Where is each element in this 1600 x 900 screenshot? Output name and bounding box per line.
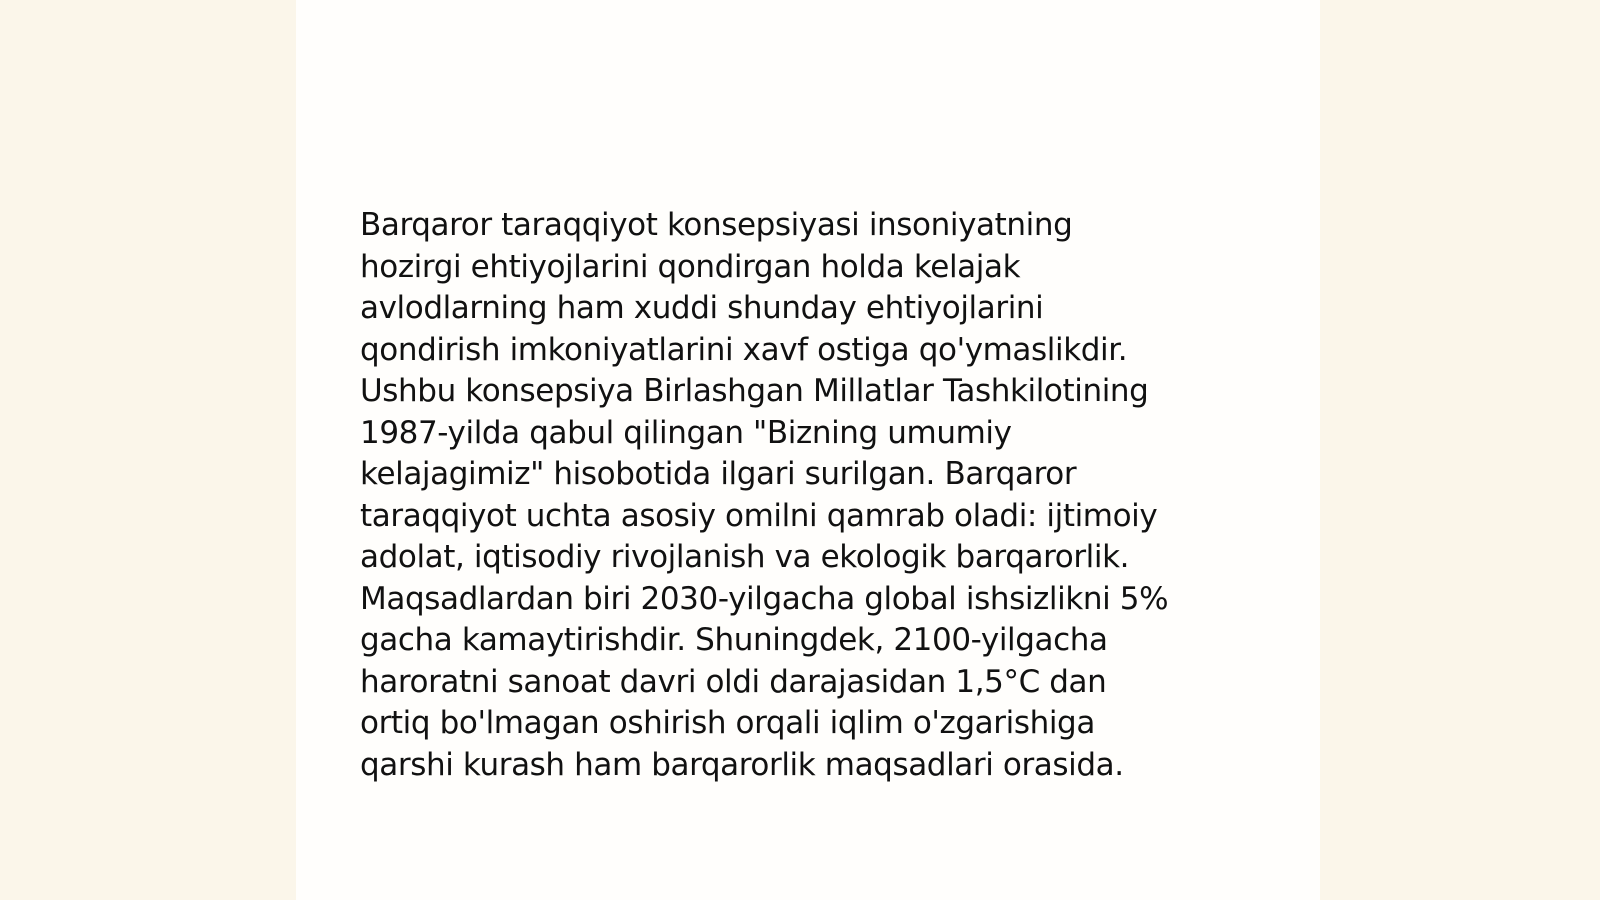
text-line: 1987-yilda qabul qilingan "Bizning umumiy [360,414,1012,451]
document-page [296,0,1320,900]
text-line: gacha kamaytirishdir. Shuningdek, 2100-yilgacha [360,622,1108,658]
body-paragraph [360,205,1260,786]
text-line: qarshi kurash ham barqarorlik maqsadlari orasida. [360,746,1124,783]
text-line: adolat, iqtisodiy rivojlanish va ekologik barqarorlik. [360,539,1130,575]
text-line: haroratni sanoat davri oldi darajasidan 1,5°C dan [360,663,1107,700]
text-line: avlodlarning ham xuddi shunday ehtiyojlarini [360,290,1044,326]
text-line: hozirgi ehtiyojlarini qondirgan holda kelajak [360,248,1021,285]
text-line: ortiq bo'lmagan oshirish orqali iqlim o'zgarishiga [360,705,1095,741]
text-line: kelajagimiz" hisobotida ilgari surilgan. Barqaror [360,456,1077,492]
text-line: Barqaror taraqqiyot konsepsiyasi insoniyatning [360,207,1073,243]
text-line: taraqqiyot uchta asosiy omilni qamrab oladi: ijtimoiy [360,497,1158,534]
text-line: qondirish imkoniyatlarini xavf ostiga qo'ymaslikdir. [360,331,1128,368]
text-line: Ushbu konsepsiya Birlashgan Millatlar Tashkilotining [360,373,1149,409]
text-line: Maqsadlardan biri 2030-yilgacha global ishsizlikni 5% [360,580,1169,617]
